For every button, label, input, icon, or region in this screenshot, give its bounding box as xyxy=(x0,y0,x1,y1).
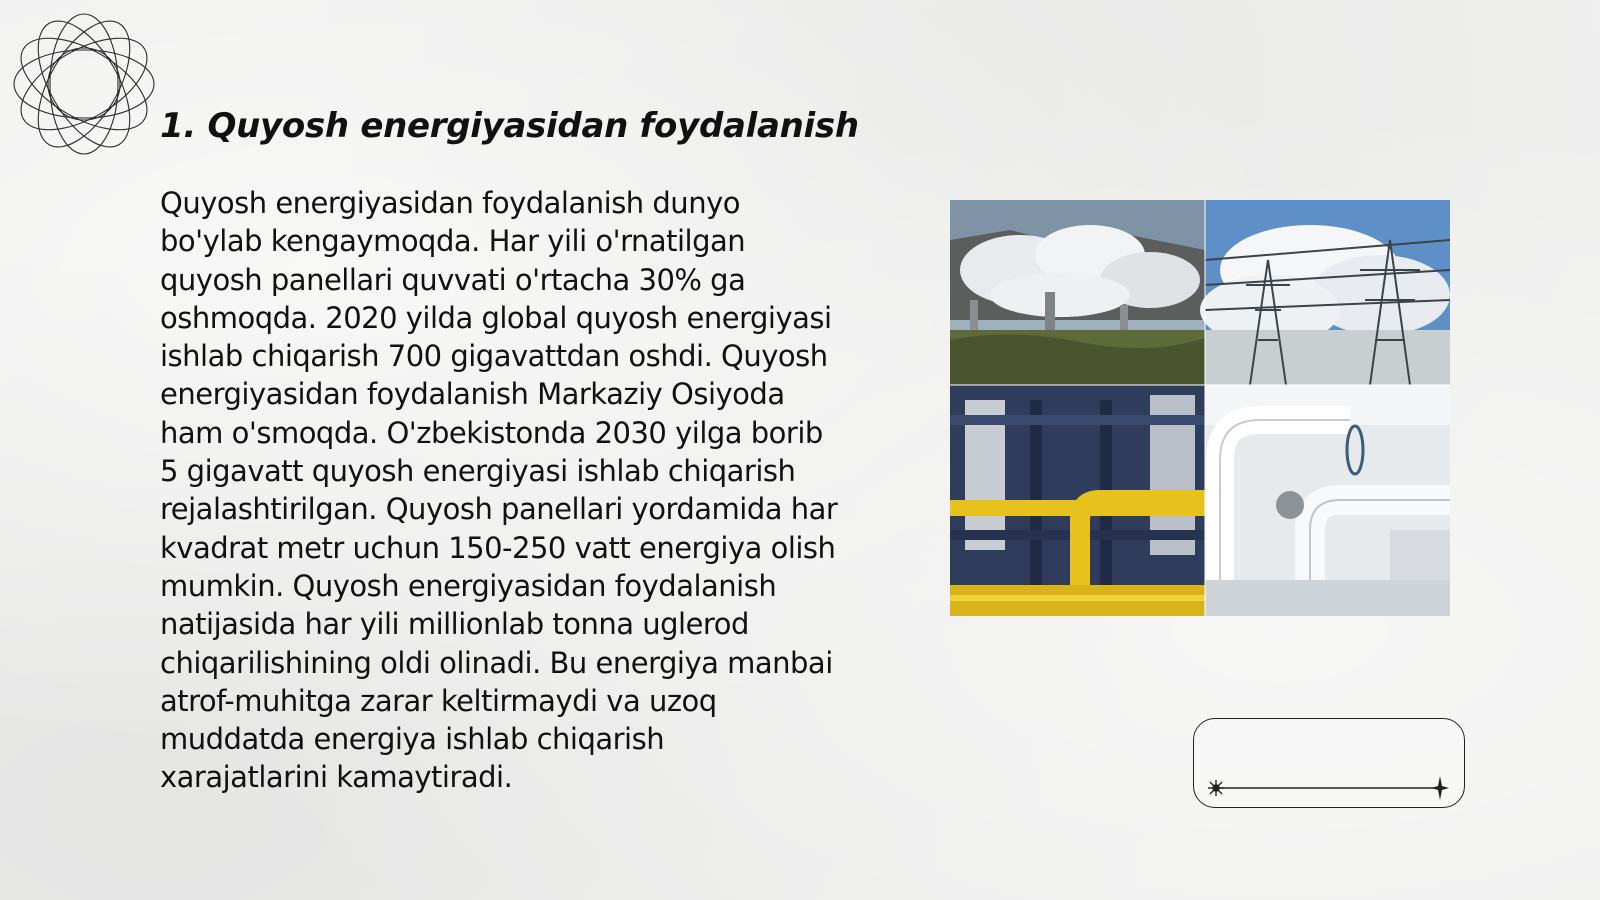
slide-title: 1. Quyosh energiyasidan foydalanish xyxy=(160,106,859,146)
slider-line-widget xyxy=(1193,718,1465,808)
power-lines-image xyxy=(1200,200,1450,385)
white-pipes-image xyxy=(1205,385,1450,616)
four-point-star-icon xyxy=(1431,776,1449,800)
orbit-rings-icon xyxy=(10,10,158,158)
slide-body-text: Quyosh energiyasidan foydalanish dunyo bo'ylab kengaymoqda. Har yili o'rnatilgan quyosh panellari quvvati o'rtacha 30% ga oshmoqda. 2020 yilda global quyosh energiyasi ishlab chiqarish 700 gigavattdan oshdi. Quyosh energiyasidan foydalanish Markaziy Osiyoda ham o'smoqda. O'zbekistonda 2030 yilga borib 5 gigavatt quyosh energiyasi ishlab chiqarish rejalashtirilgan. Quyosh panellari yordamida har kvadrat metr uchun 150-250 vatt energiya olish mumkin. Quyosh energiyasidan foydalanish natijasida har yili millionlab tonna uglerod chiqarilishining oldi olinadi. Bu energiya manbai atrof-muhitga zarar keltirmaydi va uzoq muddatda energiya ishlab chiqarish xarajatlarini kamaytiradi. xyxy=(160,186,838,795)
sparkle-burst-icon xyxy=(1208,780,1224,796)
refinery-pipes-image xyxy=(950,385,1205,616)
geothermal-plant-image xyxy=(950,200,1205,385)
energy-industry-photo-collage xyxy=(950,200,1450,616)
